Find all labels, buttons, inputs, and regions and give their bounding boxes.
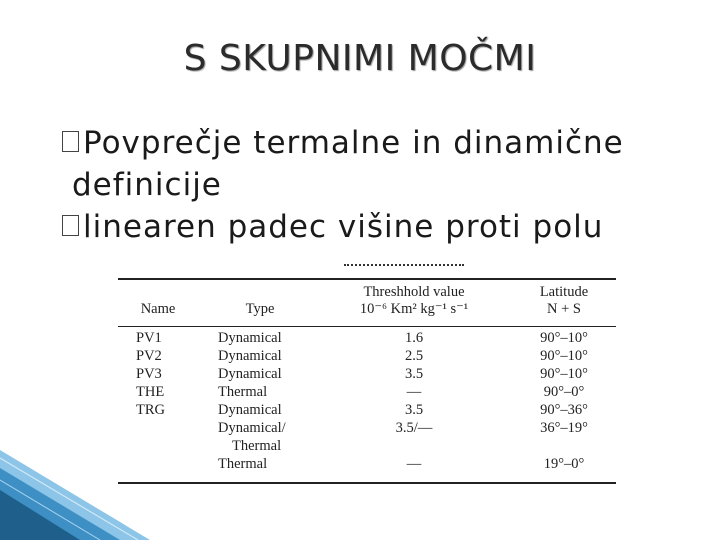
bullet-item-1-line-1 xyxy=(62,122,702,164)
header-type: Type xyxy=(245,301,275,317)
crop-artifact xyxy=(344,264,464,272)
row-2-latitude: 90°–10° xyxy=(540,348,588,364)
bullet-item-1-line-2: definicije xyxy=(72,167,222,203)
threshold-table-image xyxy=(114,264,620,484)
row-1-value: 1.6 xyxy=(404,330,424,346)
row-2-type: Dynamical xyxy=(218,348,282,364)
row-5-latitude: 90°–36° xyxy=(540,402,588,418)
corner-decoration xyxy=(0,440,180,540)
header-value-line2: 10⁻⁶ Km² kg⁻¹ s⁻¹ xyxy=(359,301,469,317)
row-1-name: PV1 xyxy=(136,330,162,346)
bullet-item-2 xyxy=(62,206,702,248)
table-top-rule xyxy=(118,278,616,280)
row-4-value: — xyxy=(406,384,422,400)
header-name: Name xyxy=(140,301,176,317)
row-3-latitude: 90°–10° xyxy=(540,366,588,382)
row-1-latitude: 90°–10° xyxy=(540,330,588,346)
table-bottom-rule xyxy=(118,482,616,484)
row-2-value: 2.5 xyxy=(404,348,424,364)
row-8-value: — xyxy=(406,456,422,472)
bullet-list xyxy=(62,122,702,248)
row-4-latitude: 90°–0° xyxy=(543,384,585,400)
row-8-type: Thermal xyxy=(218,456,268,472)
row-4-name: THE xyxy=(136,384,165,400)
slide-title: S SKUPNIMI MOČMI xyxy=(183,38,537,79)
bullet-text: linearen padec višine proti polu xyxy=(83,209,604,245)
row-7-type: Thermal xyxy=(232,438,282,454)
header-lat-line2: N + S xyxy=(547,301,581,317)
row-4-type: Thermal xyxy=(218,384,268,400)
row-3-name: PV3 xyxy=(136,366,162,382)
row-3-value: 3.5 xyxy=(404,366,424,382)
row-1-type: Dynamical xyxy=(218,330,282,346)
row-2-name: PV2 xyxy=(136,348,162,364)
row-5-value: 3.5 xyxy=(404,402,424,418)
header-value-line1: Threshhold value xyxy=(363,284,465,300)
row-8-latitude: 19°–0° xyxy=(543,456,585,472)
row-6-type: Dynamical/ xyxy=(218,420,286,436)
box-bullet-icon xyxy=(62,131,79,152)
row-6-latitude: 36°–19° xyxy=(540,420,588,436)
header-lat-line1: Latitude xyxy=(539,284,589,300)
bullet-text: Povprečje termalne in dinamične xyxy=(83,125,624,161)
row-5-name: TRG xyxy=(136,402,165,418)
row-3-type: Dynamical xyxy=(218,366,282,382)
row-6-value: 3.5/— xyxy=(395,420,433,436)
box-bullet-icon xyxy=(62,215,79,236)
table-header-rule xyxy=(118,326,616,327)
row-5-type: Dynamical xyxy=(218,402,282,418)
